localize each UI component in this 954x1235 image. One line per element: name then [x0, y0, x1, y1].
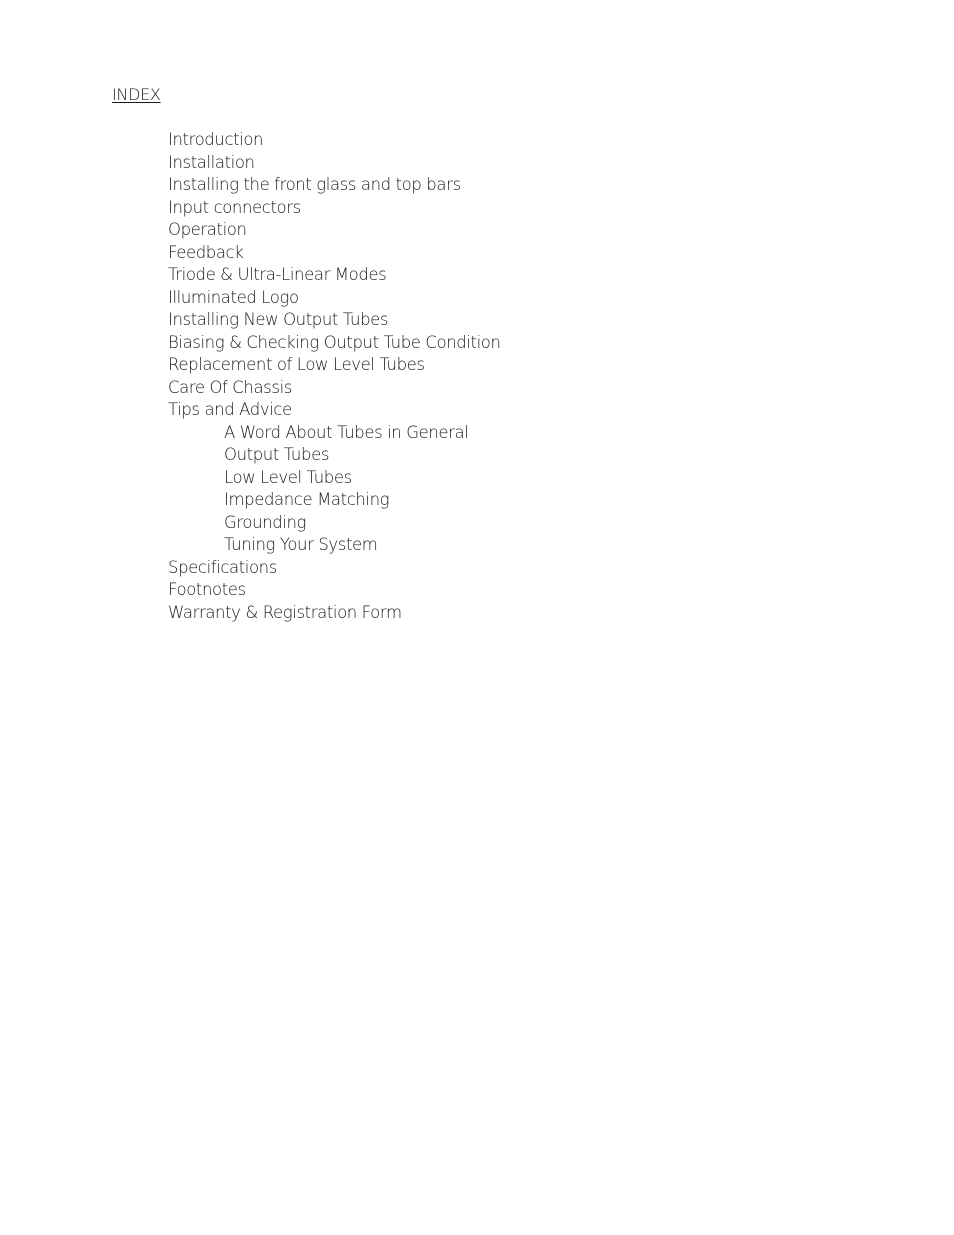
toc-subitem: Grounding	[224, 512, 307, 532]
toc-item: Triode & Ultra-Linear Modes	[168, 265, 387, 284]
toc-subitem: A Word About Tubes in General	[224, 422, 469, 442]
index-heading: INDEX	[112, 85, 161, 104]
toc-item: Illuminated Logo	[168, 287, 299, 307]
toc-item: Footnotes	[168, 580, 246, 599]
toc-item: Tips and Advice	[168, 400, 292, 419]
toc-subitem: Tuning Your System	[224, 535, 378, 554]
toc-subitem: Low Level Tubes	[224, 467, 352, 487]
toc-item: Input connectors	[168, 197, 301, 217]
toc-item: Introduction	[168, 130, 264, 149]
toc-item: Care Of Chassis	[168, 377, 292, 397]
toc-subitem: Output Tubes	[224, 445, 330, 464]
toc-item: Installation	[168, 152, 255, 172]
toc-item: Installing the front glass and top bars	[168, 175, 461, 194]
toc-item: Replacement of Low Level Tubes	[168, 355, 425, 374]
toc-item: Operation	[168, 220, 247, 239]
toc-item: Biasing & Checking Output Tube Condition	[168, 332, 501, 352]
toc-item: Specifications	[168, 557, 277, 577]
toc-subitem: Impedance Matching	[224, 490, 390, 509]
toc-item: Warranty & Registration Form	[168, 602, 402, 622]
toc-item: Feedback	[168, 242, 244, 262]
table-of-contents	[168, 129, 501, 624]
toc-item: Installing New Output Tubes	[168, 310, 389, 329]
